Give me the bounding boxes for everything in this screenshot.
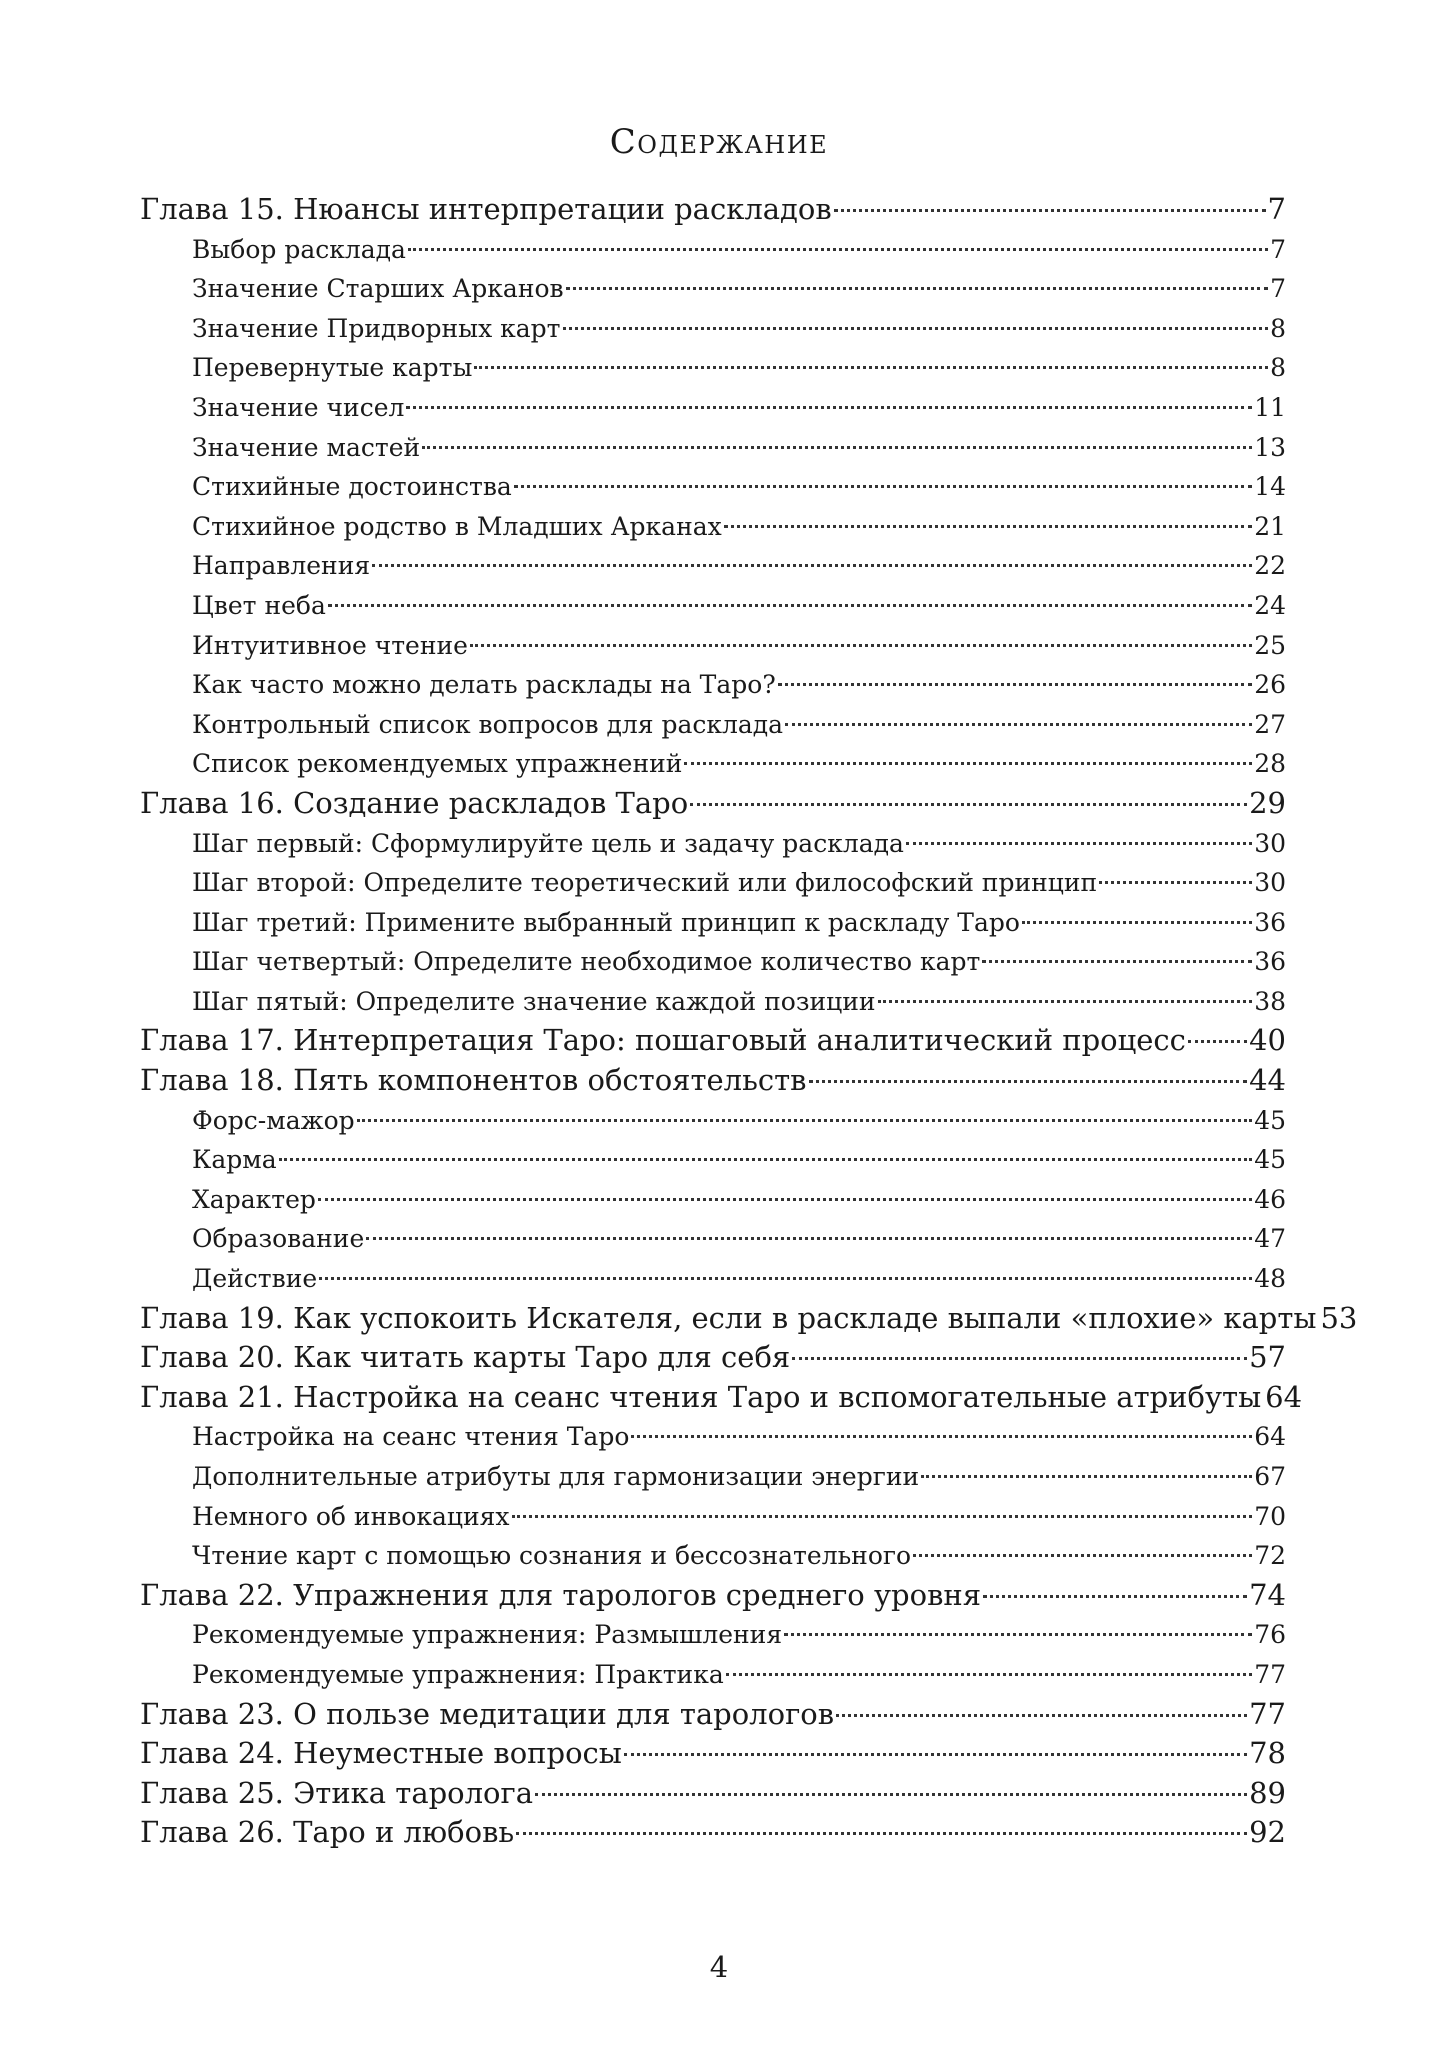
toc-chapter-row[interactable] [140,1813,1286,1853]
dot-leader [631,1435,1252,1438]
toc-entry-page: 46 [1254,1184,1286,1214]
dot-leader [563,327,1269,330]
dot-leader [516,1832,1247,1835]
toc-section-row[interactable] [140,626,1286,666]
toc-entry-page: 28 [1254,749,1286,779]
toc-entry-label: Значение Старших Арканов [192,274,564,304]
toc-section-row[interactable] [140,388,1286,428]
toc-entry-label: Шаг первый: Сформулируйте цель и задачу расклада [192,828,904,858]
toc-entry-label: Список рекомендуемых упражнений [192,749,683,779]
toc-entry-page: 7 [1270,234,1286,264]
toc-section-row[interactable] [140,428,1286,468]
toc-entry-label: Глава 21. Настройка на сеанс чтения Таро и вспомогательные атрибуты [140,1379,1262,1414]
toc-entry-page: 92 [1249,1815,1286,1850]
toc-section-row[interactable] [140,309,1286,349]
dot-leader [785,723,1252,726]
toc-chapter-row[interactable] [140,1338,1286,1378]
toc-entry-page: 76 [1254,1620,1286,1650]
toc-entry-label: Контрольный список вопросов для расклада [192,709,784,739]
toc-entry-label: Глава 19. Как успокоить Искателя, если в раскладе выпали «плохие» карты [140,1300,1317,1335]
toc-entry-label: Глава 15. Нюансы интерпретации раскладов [140,192,832,226]
toc-section-row[interactable] [140,348,1286,388]
toc-entry-page: 74 [1249,1577,1286,1612]
toc-section-row[interactable] [140,1140,1286,1180]
dot-leader [684,762,1252,765]
toc-section-row[interactable] [140,507,1286,547]
dot-leader [1099,881,1252,884]
toc-entry-page: 25 [1254,630,1286,660]
toc-chapter-row[interactable] [140,1774,1286,1814]
dot-leader [913,1554,1252,1557]
dot-leader [357,1119,1253,1122]
dot-leader [422,446,1252,449]
dot-leader [906,842,1252,845]
dot-leader [624,1753,1247,1756]
toc-entry-label: Глава 18. Пять компонентов обстоятельств [140,1063,807,1098]
toc-entry-page: 13 [1254,432,1286,462]
toc-entry-page: 7 [1270,274,1286,304]
toc-entry-label: Образование [192,1224,365,1254]
dot-leader [408,248,1268,251]
toc-entry-label: Настройка на сеанс чтения Таро [192,1422,630,1452]
toc-entry-page: 8 [1270,353,1286,383]
toc-entry-label: Характер [192,1184,316,1214]
toc-entry-label: Глава 20. Как читать карты Таро для себя [140,1340,791,1375]
toc-entry-page: 72 [1254,1541,1286,1571]
toc-section-row[interactable] [140,863,1286,903]
dot-leader [470,644,1252,647]
toc-entry-label: Глава 22. Упражнения для тарологов среднего уровня [140,1577,982,1612]
dot-leader [566,287,1268,290]
toc-entry-page: 64 [1254,1422,1286,1452]
toc-entry-page: 53 [1320,1300,1358,1335]
toc-section-row[interactable] [140,903,1286,943]
toc-entry-page: 24 [1254,590,1286,620]
dot-leader [279,1158,1253,1161]
toc-entry-label: Карма [192,1145,277,1175]
toc-entry-label: Рекомендуемые упражнения: Размышления [192,1620,783,1650]
dot-leader [512,1515,1253,1518]
toc-entry-label: Чтение карт с помощью сознания и бессознательного [192,1541,912,1571]
toc-entry-label: Глава 24. Неуместные вопросы [140,1736,622,1771]
toc-section-row[interactable] [140,824,1286,864]
toc-entry-page: 48 [1254,1264,1286,1294]
toc-chapter-row[interactable] [140,1734,1286,1774]
toc-entry-label: Глава 16. Создание раскладов Таро [140,785,689,820]
toc-entry-page: 29 [1249,785,1286,820]
toc-entry-page: 30 [1254,828,1286,858]
toc-entry-label: Дополнительные атрибуты для гармонизации энергии [192,1462,920,1491]
toc-section-row[interactable] [140,269,1286,309]
toc-chapter-row[interactable] [140,1695,1286,1735]
toc-section-row[interactable] [140,665,1286,705]
dot-leader [366,1237,1252,1240]
toc-entry-page: 14 [1254,472,1286,502]
toc-section-row[interactable] [140,230,1286,270]
toc-entry-label: Интуитивное чтение [192,630,468,660]
toc-chapter-row[interactable] [140,1378,1303,1418]
toc-entry-label: Значение мастей [192,432,421,462]
toc-entry-page: 77 [1249,1696,1286,1731]
toc-entry-label: Шаг второй: Определите теоретический или философский принцип [192,868,1098,898]
toc-entry-page: 45 [1254,1105,1286,1135]
toc-chapter-row[interactable] [140,1576,1286,1616]
toc-section-row[interactable] [140,1497,1286,1537]
toc-chapter-row[interactable] [140,1299,1358,1339]
dot-leader [726,1673,1252,1676]
toc-section-row[interactable] [140,1615,1286,1655]
dot-leader [982,960,1252,963]
toc-entry-page: 38 [1254,986,1286,1016]
toc-section-row[interactable] [140,1101,1286,1141]
dot-leader [690,803,1247,806]
toc-entry-label: Направления [192,551,371,581]
toc-entry-label: Шаг четвертый: Определите необходимое количество карт [192,947,981,977]
toc-chapter-row[interactable] [140,1021,1286,1061]
toc-entry-page: 36 [1254,947,1286,977]
toc-entry-page: 8 [1270,313,1286,343]
dot-leader [778,683,1252,686]
dot-leader [535,1793,1247,1796]
toc-entry-label: Глава 25. Этика таролога [140,1775,534,1810]
toc-section-row[interactable] [140,1655,1286,1695]
toc-entry-page: 89 [1249,1775,1286,1810]
toc-chapter-row[interactable] [140,784,1286,824]
toc-entry-label: Шаг третий: Примените выбранный принцип к раскладу Таро [192,907,1020,937]
toc-section-row[interactable] [140,1536,1286,1576]
toc-entry-label: Выбор расклада [192,234,406,264]
toc-entry-page: 77 [1254,1659,1286,1689]
dot-leader [834,209,1266,212]
dot-leader [983,1595,1247,1598]
toc-entry-page: 40 [1249,1023,1286,1058]
toc-entry-page: 36 [1254,907,1286,937]
dot-leader [724,525,1252,528]
toc-entry-label: Значение чисел [192,392,405,422]
dot-leader [318,1198,1252,1201]
dot-leader [328,604,1252,607]
toc-entry-label: Глава 23. О пользе медитации для тарологов [140,1696,835,1731]
toc-entry-label: Глава 26. Таро и любовь [140,1815,515,1850]
toc-section-row[interactable] [140,1180,1286,1220]
toc-entry-label: Стихийные достоинства [192,472,512,502]
toc-entry-page: 64 [1265,1379,1303,1414]
dot-leader [514,485,1252,488]
dot-leader [372,564,1252,567]
toc-entry-label: Как часто можно делать расклады на Таро? [192,670,776,700]
toc-entry-page: 70 [1254,1501,1286,1531]
dot-leader [784,1633,1252,1636]
toc-entry-page: 21 [1254,511,1286,541]
toc-section-row[interactable] [140,1219,1286,1259]
toc-entry-page: 67 [1254,1462,1286,1491]
toc-entry-page: 27 [1254,709,1286,739]
dot-leader [1022,921,1252,924]
toc-entry-page: 11 [1254,392,1286,422]
toc-entry-page: 30 [1254,868,1286,898]
toc-entry-page: 22 [1254,551,1286,581]
toc-entry-label: Немного об инвокациях [192,1501,510,1531]
toc-entry-page: 57 [1249,1340,1286,1375]
toc-entry-page: 7 [1267,192,1286,226]
toc-section-row[interactable] [140,1457,1286,1497]
dot-leader [809,1080,1248,1083]
toc-section-row[interactable] [140,982,1286,1022]
toc-entry-label: Форс-мажор [192,1105,355,1135]
dot-leader [878,1000,1253,1003]
toc-section-row[interactable] [140,586,1286,626]
dot-leader [406,406,1252,409]
toc-entry-label: Рекомендуемые упражнения: Практика [192,1659,724,1689]
toc-chapter-row[interactable] [140,1061,1286,1101]
toc-entry-label: Перевернутые карты [192,353,473,383]
dot-leader [836,1714,1247,1717]
toc-entry-page: 45 [1254,1145,1286,1175]
page-number: 4 [709,1950,729,1984]
toc-entry-label: Стихийное родство в Младших Арканах [192,511,722,541]
dot-leader [474,366,1268,369]
table-of-contents [140,190,1358,1853]
toc-section-row[interactable] [140,744,1286,784]
dot-leader [1188,1040,1247,1043]
dot-leader [921,1475,1252,1478]
toc-section-row[interactable] [140,1417,1286,1457]
toc-section-row[interactable] [140,705,1286,745]
toc-entry-label: Глава 17. Интерпретация Таро: пошаговый аналитический процесс [140,1023,1186,1058]
page-title: Содержание [609,122,829,162]
toc-entry-label: Действие [192,1264,318,1294]
toc-section-row[interactable] [140,942,1286,982]
dot-leader [319,1277,1252,1280]
toc-entry-label: Цвет неба [192,590,326,620]
toc-entry-label: Значение Придворных карт [192,313,561,343]
toc-section-row[interactable] [140,1259,1286,1299]
toc-entry-label: Шаг пятый: Определите значение каждой позиции [192,986,876,1016]
toc-section-row[interactable] [140,546,1286,586]
toc-entry-page: 47 [1254,1224,1286,1254]
toc-entry-page: 78 [1249,1736,1286,1771]
dot-leader [792,1357,1247,1360]
toc-entry-page: 44 [1249,1063,1286,1098]
toc-section-row[interactable] [140,467,1286,507]
toc-chapter-row[interactable] [140,190,1286,230]
toc-entry-page: 26 [1254,670,1286,700]
